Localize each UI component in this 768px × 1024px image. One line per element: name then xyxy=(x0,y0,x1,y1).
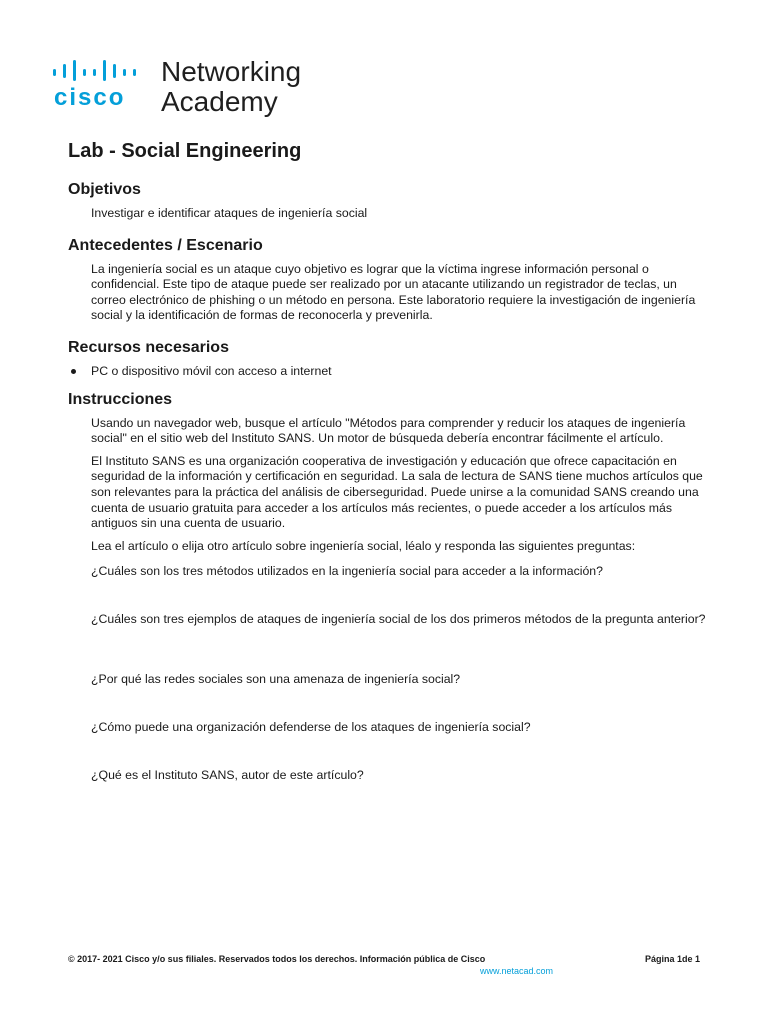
netacad-link[interactable]: www.netacad.com xyxy=(480,966,554,976)
question-block xyxy=(91,612,708,672)
cisco-bars-icon xyxy=(53,60,143,82)
logo-line-networking: Networking xyxy=(161,56,302,87)
list-item: PC o dispositivo móvil con acceso a internet xyxy=(68,364,708,380)
question-text: ¿Por qué las redes sociales son una amenaza de ingeniería social? xyxy=(91,672,461,687)
question-block xyxy=(91,720,708,768)
instrucciones-paragraph: Lea el artículo o elija otro artículo sobre ingeniería social, léalo y responda las siguientes preguntas: xyxy=(91,538,636,553)
instrucciones-paragraph: El Instituto SANS es una organización cooperativa de investigación y educación que ofrece capacitación en seguridad de la información y certificación en seguridad. La sala de lectura de SANS tiene muchos artículos que son relevantes para la práctica del análisis de ciberseguridad. Puede unirse a la comunidad SANS creando una cuenta de usuario gratuita para acceder a los artículos más recientes, o puede acceder a los artículos más antiguos sin una cuenta de usuario. xyxy=(91,453,703,531)
copyright-text: © 2017- 2021 Cisco y/o sus filiales. Reservados todos los derechos. Información pública de Cisco xyxy=(68,954,486,964)
page-title: Lab - Social Engineering xyxy=(68,140,302,162)
question-block xyxy=(91,768,708,816)
objetivos-text: Investigar e identificar ataques de ingeniería social xyxy=(91,206,368,220)
question-text: ¿Cuáles son los tres métodos utilizados en la ingeniería social para acceder a la información? xyxy=(91,564,603,579)
recursos-list xyxy=(68,364,708,380)
section-heading-antecedentes: Antecedentes / Escenario xyxy=(68,236,263,254)
question-block xyxy=(91,564,708,612)
instrucciones-body xyxy=(91,416,708,817)
section-heading-recursos: Recursos necesarios xyxy=(68,338,229,356)
antecedentes-text: La ingeniería social es un ataque cuyo objetivo es lograr que la víctima ingrese información personal o confidencial. Este tipo de ataque puede ser realizado por un atacante utilizando un registrador de teclas, un correo electrónico de phishing o un método en persona. Este laboratorio requiere la investigación de ingeniería social y la identificación de formas de reconocerla y prevenirla. xyxy=(91,261,696,323)
page-number: Página 1de 1 xyxy=(644,954,700,964)
logo-line-academy: Academy xyxy=(161,86,278,117)
question-block xyxy=(91,672,708,720)
question-text: ¿Qué es el Instituto SANS, autor de este artículo? xyxy=(91,768,364,783)
section-heading-instrucciones: Instrucciones xyxy=(68,390,173,408)
cisco-wordmark: cisco xyxy=(54,84,126,111)
document-body xyxy=(68,138,708,816)
question-text: ¿Cuáles son tres ejemplos de ataques de ingeniería social de los dos primeros métodos de la pregunta anterior? xyxy=(91,612,706,627)
networking-academy-logo xyxy=(53,58,313,118)
question-text: ¿Cómo puede una organización defenderse de los ataques de ingeniería social? xyxy=(91,720,531,735)
section-heading-objetivos: Objetivos xyxy=(68,181,141,198)
instrucciones-paragraph: Usando un navegador web, busque el artículo "Métodos para comprender y reducir los ataques de ingeniería social" en el sitio web del Instituto SANS. Un motor de búsqueda debería encontrar fácilmente el artículo. xyxy=(91,415,686,446)
